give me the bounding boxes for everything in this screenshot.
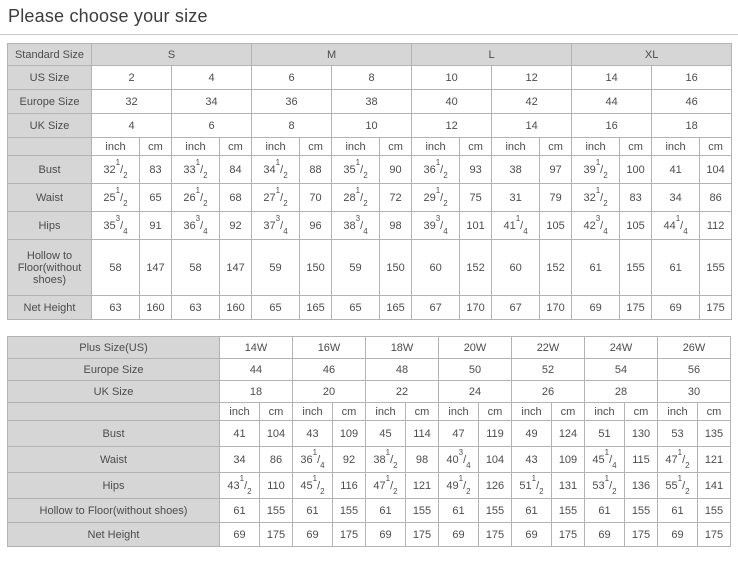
size-cell: 36 <box>252 90 332 114</box>
measurement-cell: 53 <box>658 421 698 447</box>
row-label: Plus Size(US) <box>8 337 220 359</box>
measurement-cell: 101 <box>460 212 492 240</box>
measurement-cell: 61 <box>652 240 700 296</box>
measurement-cell: 170 <box>460 296 492 320</box>
measurement-cell: 165 <box>380 296 412 320</box>
measurement-cell: 97 <box>540 156 572 184</box>
measurement-cell: 61 <box>293 499 333 523</box>
size-cell: 14W <box>220 337 293 359</box>
measurement-cell: 51 <box>585 421 625 447</box>
size-cell: 16W <box>293 337 366 359</box>
measurement-cell: 65 <box>332 296 380 320</box>
measurement-cell: 69 <box>439 523 479 547</box>
table-row <box>8 212 732 240</box>
measurement-cell: $51^1/_2$ <box>512 473 552 499</box>
row-label: Hollow to Floor(without shoes) <box>8 240 92 296</box>
measurement-cell: 60 <box>412 240 460 296</box>
table-row <box>8 156 732 184</box>
table-row <box>8 381 731 403</box>
table-row <box>8 90 732 114</box>
row-label: Europe Size <box>8 90 92 114</box>
measurement-cell: 69 <box>220 523 260 547</box>
measurement-cell: 61 <box>439 499 479 523</box>
size-cell: 24W <box>585 337 658 359</box>
measurement-cell: $35^3/_4$ <box>92 212 140 240</box>
measurement-cell: 86 <box>260 447 293 473</box>
size-cell: 12 <box>492 66 572 90</box>
size-cell: 16 <box>572 114 652 138</box>
measurement-cell: 43 <box>293 421 333 447</box>
measurement-cell: $34^1/_2$ <box>252 156 300 184</box>
size-cell: 6 <box>172 114 252 138</box>
unit-cell: cm <box>540 138 572 156</box>
size-cell: 34 <box>172 90 252 114</box>
measurement-cell: 41 <box>220 421 260 447</box>
measurement-cell: 121 <box>406 473 439 499</box>
measurement-cell: 126 <box>479 473 512 499</box>
measurement-cell: 175 <box>260 523 293 547</box>
measurement-cell: $49^1/_2$ <box>439 473 479 499</box>
unit-cell: inch <box>512 403 552 421</box>
size-cell: 10 <box>412 66 492 90</box>
measurement-cell: 92 <box>220 212 252 240</box>
table-row <box>8 240 732 296</box>
row-label: Hollow to Floor(without shoes) <box>8 499 220 523</box>
measurement-cell: 109 <box>552 447 585 473</box>
measurement-cell: 96 <box>300 212 332 240</box>
table-row <box>8 421 731 447</box>
size-cell: 20W <box>439 337 512 359</box>
table-row <box>8 473 731 499</box>
measurement-cell: 69 <box>585 523 625 547</box>
row-label-empty <box>8 138 92 156</box>
measurement-cell: 141 <box>698 473 731 499</box>
measurement-cell: 175 <box>333 523 366 547</box>
unit-cell: inch <box>220 403 260 421</box>
measurement-cell: $38^3/_4$ <box>332 212 380 240</box>
measurement-cell: 121 <box>698 447 731 473</box>
measurement-cell: $35^1/_2$ <box>332 156 380 184</box>
measurement-cell: 61 <box>658 499 698 523</box>
unit-cell: cm <box>220 138 252 156</box>
measurement-cell: $36^1/_4$ <box>293 447 333 473</box>
size-cell: 26W <box>658 337 731 359</box>
size-cell: 14 <box>492 114 572 138</box>
row-label: Bust <box>8 156 92 184</box>
measurement-cell: 61 <box>572 240 620 296</box>
measurement-cell: 98 <box>380 212 412 240</box>
measurement-cell: $28^1/_2$ <box>332 184 380 212</box>
measurement-cell: $43^1/_2$ <box>220 473 260 499</box>
unit-cell: cm <box>460 138 492 156</box>
measurement-cell: 72 <box>380 184 412 212</box>
row-label: Net Height <box>8 296 92 320</box>
size-cell: 4 <box>92 114 172 138</box>
size-cell: 4 <box>172 66 252 90</box>
measurement-cell: 155 <box>479 499 512 523</box>
measurement-cell: $36^3/_4$ <box>172 212 220 240</box>
measurement-cell: 83 <box>140 156 172 184</box>
size-cell: 18 <box>652 114 732 138</box>
unit-cell: inch <box>366 403 406 421</box>
measurement-cell: 92 <box>333 447 366 473</box>
measurement-cell: 150 <box>300 240 332 296</box>
measurement-cell: $40^3/_4$ <box>439 447 479 473</box>
unit-cell: cm <box>333 403 366 421</box>
size-cell: 6 <box>252 66 332 90</box>
measurement-cell: 61 <box>585 499 625 523</box>
measurement-cell: $53^1/_2$ <box>585 473 625 499</box>
measurement-cell: 152 <box>460 240 492 296</box>
size-cell: 32 <box>92 90 172 114</box>
unit-cell: cm <box>620 138 652 156</box>
measurement-cell: 175 <box>406 523 439 547</box>
measurement-cell: 175 <box>625 523 658 547</box>
measurement-cell: 155 <box>406 499 439 523</box>
measurement-cell: $42^3/_4$ <box>572 212 620 240</box>
size-cell: 10 <box>332 114 412 138</box>
row-label: Europe Size <box>8 359 220 381</box>
measurement-cell: 155 <box>700 240 732 296</box>
unit-cell: cm <box>380 138 412 156</box>
size-cell: 16 <box>652 66 732 90</box>
measurement-cell: 61 <box>220 499 260 523</box>
measurement-cell: 170 <box>540 296 572 320</box>
measurement-cell: 60 <box>492 240 540 296</box>
size-cell: 44 <box>572 90 652 114</box>
size-group-header: S <box>92 44 252 66</box>
unit-cell: cm <box>260 403 293 421</box>
measurement-cell: 130 <box>625 421 658 447</box>
table-row <box>8 114 732 138</box>
measurement-cell: $44^1/_4$ <box>652 212 700 240</box>
measurement-cell: 86 <box>700 184 732 212</box>
unit-cell: inch <box>658 403 698 421</box>
measurement-cell: $33^1/_2$ <box>172 156 220 184</box>
row-label: Hips <box>8 473 220 499</box>
table-row <box>8 359 731 381</box>
measurement-cell: 34 <box>652 184 700 212</box>
unit-cell: inch <box>332 138 380 156</box>
table-row <box>8 403 731 421</box>
unit-cell: inch <box>652 138 700 156</box>
measurement-cell: 34 <box>220 447 260 473</box>
table-row <box>8 447 731 473</box>
measurement-cell: 38 <box>492 156 540 184</box>
measurement-cell: 160 <box>220 296 252 320</box>
measurement-cell: $27^1/_2$ <box>252 184 300 212</box>
unit-cell: inch <box>92 138 140 156</box>
measurement-cell: 75 <box>460 184 492 212</box>
unit-cell: cm <box>625 403 658 421</box>
measurement-cell: 91 <box>140 212 172 240</box>
measurement-cell: 119 <box>479 421 512 447</box>
unit-cell: cm <box>698 403 731 421</box>
measurement-cell: 41 <box>652 156 700 184</box>
measurement-cell: 61 <box>512 499 552 523</box>
unit-cell: cm <box>140 138 172 156</box>
size-cell: 46 <box>652 90 732 114</box>
measurement-cell: 88 <box>300 156 332 184</box>
measurement-cell: 155 <box>698 499 731 523</box>
measurement-cell: 59 <box>332 240 380 296</box>
measurement-cell: 69 <box>366 523 406 547</box>
measurement-cell: 105 <box>620 212 652 240</box>
table-row <box>8 138 732 156</box>
unit-cell: cm <box>406 403 439 421</box>
measurement-cell: 115 <box>625 447 658 473</box>
measurement-cell: 135 <box>698 421 731 447</box>
size-cell: 50 <box>439 359 512 381</box>
measurement-cell: 93 <box>460 156 492 184</box>
measurement-cell: 69 <box>572 296 620 320</box>
size-cell: 54 <box>585 359 658 381</box>
measurement-cell: 84 <box>220 156 252 184</box>
measurement-cell: $41^1/_4$ <box>492 212 540 240</box>
measurement-cell: 67 <box>492 296 540 320</box>
measurement-cell: 147 <box>220 240 252 296</box>
measurement-cell: $55^1/_2$ <box>658 473 698 499</box>
row-label: Net Height <box>8 523 220 547</box>
size-cell: 14 <box>572 66 652 90</box>
measurement-cell: $32^1/_2$ <box>92 156 140 184</box>
size-cell: 12 <box>412 114 492 138</box>
unit-cell: cm <box>552 403 585 421</box>
measurement-cell: 104 <box>700 156 732 184</box>
measurement-cell: 69 <box>293 523 333 547</box>
measurement-cell: 79 <box>540 184 572 212</box>
measurement-cell: 31 <box>492 184 540 212</box>
measurement-cell: 69 <box>652 296 700 320</box>
measurement-cell: 175 <box>552 523 585 547</box>
measurement-cell: 67 <box>412 296 460 320</box>
plus-size-table <box>7 336 731 547</box>
unit-cell: inch <box>293 403 333 421</box>
size-cell: 26 <box>512 381 585 403</box>
measurement-cell: $36^1/_2$ <box>412 156 460 184</box>
unit-cell: inch <box>572 138 620 156</box>
measurement-cell: 105 <box>540 212 572 240</box>
measurement-cell: $39^3/_4$ <box>412 212 460 240</box>
unit-cell: cm <box>300 138 332 156</box>
measurement-cell: 152 <box>540 240 572 296</box>
size-cell: 56 <box>658 359 731 381</box>
measurement-cell: 98 <box>406 447 439 473</box>
measurement-cell: 124 <box>552 421 585 447</box>
size-cell: 24 <box>439 381 512 403</box>
measurement-cell: 136 <box>625 473 658 499</box>
row-label: Hips <box>8 212 92 240</box>
measurement-cell: $47^1/_2$ <box>366 473 406 499</box>
measurement-cell: 90 <box>380 156 412 184</box>
measurement-cell: 155 <box>620 240 652 296</box>
measurement-cell: 49 <box>512 421 552 447</box>
measurement-cell: 69 <box>512 523 552 547</box>
size-cell: 18 <box>220 381 293 403</box>
row-label: US Size <box>8 66 92 90</box>
measurement-cell: 175 <box>700 296 732 320</box>
unit-cell: cm <box>700 138 732 156</box>
row-label: Bust <box>8 421 220 447</box>
measurement-cell: 175 <box>620 296 652 320</box>
unit-cell: inch <box>412 138 460 156</box>
measurement-cell: 104 <box>479 447 512 473</box>
unit-cell: inch <box>492 138 540 156</box>
table-row <box>8 296 732 320</box>
measurement-cell: 43 <box>512 447 552 473</box>
measurement-cell: $38^1/_2$ <box>366 447 406 473</box>
measurement-cell: 160 <box>140 296 172 320</box>
measurement-cell: 114 <box>406 421 439 447</box>
table-row <box>8 499 731 523</box>
measurement-cell: 155 <box>333 499 366 523</box>
size-cell: 2 <box>92 66 172 90</box>
measurement-cell: 104 <box>260 421 293 447</box>
standard-size-table <box>7 43 732 320</box>
measurement-cell: 47 <box>439 421 479 447</box>
measurement-cell: 100 <box>620 156 652 184</box>
size-cell: 22W <box>512 337 585 359</box>
measurement-cell: 155 <box>552 499 585 523</box>
table-row <box>8 66 732 90</box>
measurement-cell: 58 <box>92 240 140 296</box>
page-title: Please choose your size <box>8 6 208 26</box>
measurement-cell: 150 <box>380 240 412 296</box>
measurement-cell: 155 <box>260 499 293 523</box>
measurement-cell: $45^1/_2$ <box>293 473 333 499</box>
row-label: Waist <box>8 447 220 473</box>
table-row <box>8 184 732 212</box>
size-cell: 18W <box>366 337 439 359</box>
size-cell: 46 <box>293 359 366 381</box>
measurement-cell: 155 <box>625 499 658 523</box>
row-label: UK Size <box>8 381 220 403</box>
row-label: UK Size <box>8 114 92 138</box>
table-row <box>8 337 731 359</box>
size-cell: 40 <box>412 90 492 114</box>
size-cell: 48 <box>366 359 439 381</box>
unit-cell: inch <box>439 403 479 421</box>
title-divider <box>0 34 738 35</box>
unit-cell: inch <box>252 138 300 156</box>
measurement-cell: $25^1/_2$ <box>92 184 140 212</box>
measurement-cell: 65 <box>140 184 172 212</box>
measurement-cell: 131 <box>552 473 585 499</box>
measurement-cell: 109 <box>333 421 366 447</box>
measurement-cell: 65 <box>252 296 300 320</box>
measurement-cell: 59 <box>252 240 300 296</box>
row-label: Waist <box>8 184 92 212</box>
measurement-cell: 83 <box>620 184 652 212</box>
size-cell: 30 <box>658 381 731 403</box>
size-cell: 42 <box>492 90 572 114</box>
measurement-cell: 63 <box>172 296 220 320</box>
size-cell: 8 <box>252 114 332 138</box>
size-group-header: XL <box>572 44 732 66</box>
measurement-cell: 165 <box>300 296 332 320</box>
size-cell: 52 <box>512 359 585 381</box>
measurement-cell: 110 <box>260 473 293 499</box>
table-row <box>8 44 732 66</box>
measurement-cell: 63 <box>92 296 140 320</box>
unit-cell: cm <box>479 403 512 421</box>
measurement-cell: $47^1/_2$ <box>658 447 698 473</box>
measurement-cell: $37^3/_4$ <box>252 212 300 240</box>
measurement-cell: 147 <box>140 240 172 296</box>
unit-cell: inch <box>585 403 625 421</box>
measurement-cell: 68 <box>220 184 252 212</box>
measurement-cell: $26^1/_2$ <box>172 184 220 212</box>
table-row <box>8 523 731 547</box>
measurement-cell: 70 <box>300 184 332 212</box>
size-group-header: M <box>252 44 412 66</box>
size-cell: 20 <box>293 381 366 403</box>
measurement-cell: 112 <box>700 212 732 240</box>
measurement-cell: $39^1/_2$ <box>572 156 620 184</box>
measurement-cell: 175 <box>698 523 731 547</box>
row-label: Standard Size <box>8 44 92 66</box>
row-label-empty <box>8 403 220 421</box>
size-cell: 22 <box>366 381 439 403</box>
measurement-cell: 45 <box>366 421 406 447</box>
measurement-cell: 58 <box>172 240 220 296</box>
size-cell: 8 <box>332 66 412 90</box>
size-cell: 44 <box>220 359 293 381</box>
unit-cell: inch <box>172 138 220 156</box>
size-cell: 38 <box>332 90 412 114</box>
measurement-cell: 61 <box>366 499 406 523</box>
size-cell: 28 <box>585 381 658 403</box>
measurement-cell: $45^1/_4$ <box>585 447 625 473</box>
measurement-cell: 175 <box>479 523 512 547</box>
measurement-cell: $32^1/_2$ <box>572 184 620 212</box>
measurement-cell: 116 <box>333 473 366 499</box>
size-group-header: L <box>412 44 572 66</box>
measurement-cell: $29^1/_2$ <box>412 184 460 212</box>
measurement-cell: 69 <box>658 523 698 547</box>
